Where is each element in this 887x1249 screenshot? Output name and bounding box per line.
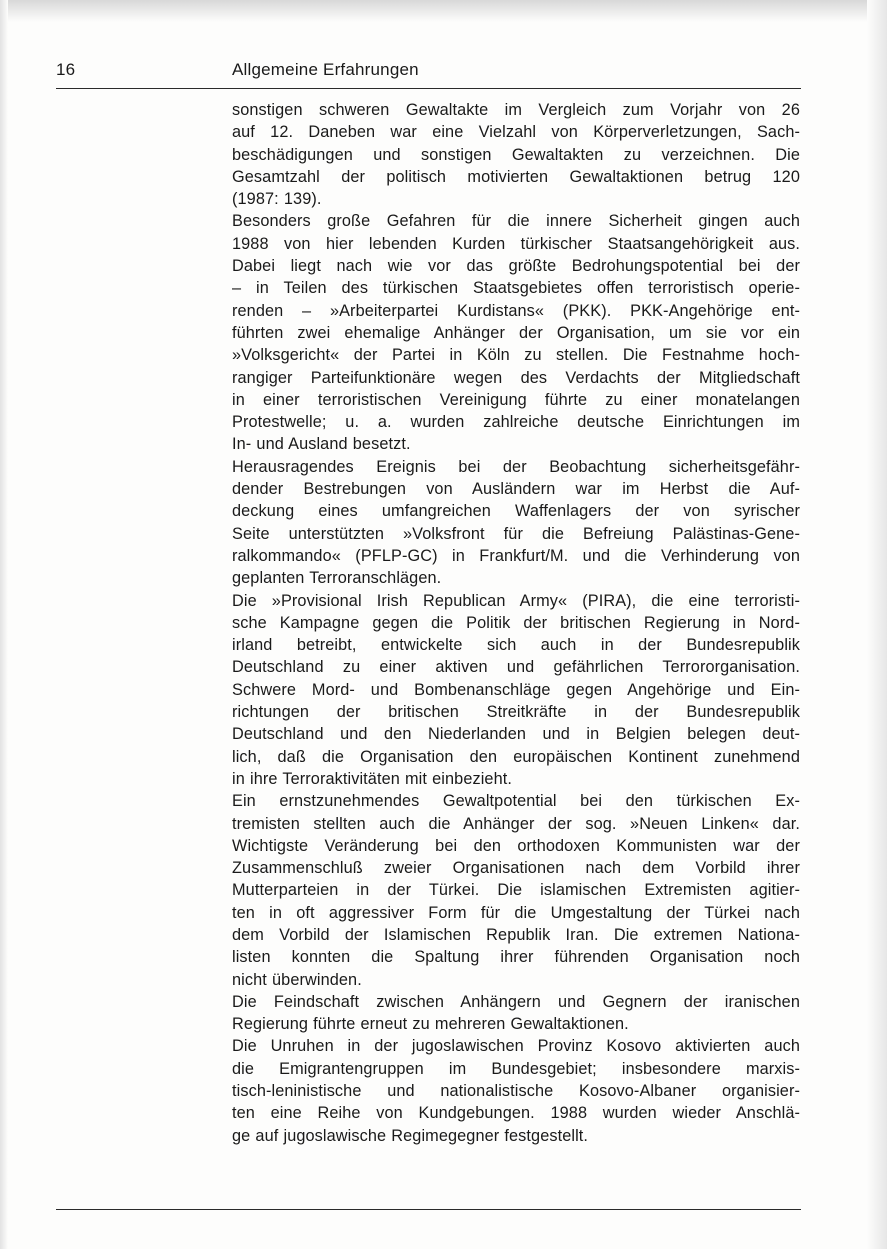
text-line: Ein ernstzunehmendes Gewaltpotential bei den türkischen Ex- [232, 792, 800, 811]
text-line: rangiger Parteifunktionäre wegen des Verdachts der Mitgliedschaft [232, 368, 800, 387]
text-line: geplanten Terroranschlägen. [232, 569, 442, 588]
scan-shadow-right [867, 0, 887, 1249]
text-line: in ihre Terroraktivitäten mit einbezieht. [232, 769, 512, 788]
text-line: listen konnten die Spaltung ihrer führenden Organisation noch [232, 948, 800, 967]
text-line: irland betreibt, entwickelte sich auch in der Bundesrepublik [232, 636, 800, 655]
text-line: tisch-leninistische und nationalistische Kosovo-Albaner organisier- [232, 1082, 800, 1101]
paragraph [232, 590, 800, 791]
text-line: Protestwelle; u. a. wurden zahlreiche deutsche Einrichtungen im [232, 413, 800, 432]
text-line: Herausragendes Ereignis bei der Beobachtung sicherheitsgefähr- [232, 457, 800, 476]
header-rule [56, 88, 801, 89]
text-line: Dabei liegt nach wie vor das größte Bedrohungspotential bei der [232, 257, 800, 276]
text-line: beschädigungen und sonstigen Gewaltakten zu verzeichnen. Die [232, 145, 800, 164]
paragraph [232, 210, 800, 455]
paragraph [232, 456, 800, 590]
paragraph [232, 790, 800, 991]
text-line: richtungen der britischen Streitkräfte in der Bundesrepublik [232, 703, 800, 722]
text-line: ten eine Reihe von Kundgebungen. 1988 wurden wieder Anschlä- [232, 1104, 800, 1123]
text-line: auf 12. Daneben war eine Vielzahl von Körperverletzungen, Sach- [232, 123, 800, 142]
text-line: Seite unterstützten »Volksfront für die Befreiung Palästinas-Gene- [232, 524, 800, 543]
body-text [232, 99, 800, 1147]
text-line: Regierung führte erneut zu mehreren Gewaltaktionen. [232, 1015, 629, 1034]
text-line: Schwere Mord- und Bombenanschläge gegen Angehörige und Ein- [232, 680, 800, 699]
text-line: tremisten stellten auch die Anhänger der sog. »Neuen Linken« dar. [232, 814, 800, 833]
text-line: 1988 von hier lebenden Kurden türkischer Staatsangehörigkeit aus. [232, 234, 800, 253]
scan-shadow-left [0, 0, 8, 1249]
page-number: 16 [56, 60, 76, 79]
text-line: sonstigen schweren Gewaltakte im Vergleich zum Vorjahr von 26 [232, 101, 800, 119]
text-line: – in Teilen des türkischen Staatsgebietes offen terroristisch operie- [232, 279, 800, 298]
text-line: deckung eines umfangreichen Waffenlagers der von syrischer [232, 502, 800, 521]
text-line: dem Vorbild der Islamischen Republik Iran. Die extremen Nationa- [232, 925, 800, 944]
text-line: Die »Provisional Irish Republican Army« (PIRA), die eine terroristi- [232, 591, 800, 610]
text-line: Die Unruhen in der jugoslawischen Provinz Kosovo aktivierten auch [232, 1037, 800, 1056]
text-line: ralkommando« (PFLP-GC) in Frankfurt/M. und die Verhinderung von [232, 546, 800, 565]
text-line: »Volksgericht« der Partei in Köln zu stellen. Die Festnahme hoch- [232, 346, 800, 365]
text-line: Besonders große Gefahren für die innere Sicherheit gingen auch [232, 212, 800, 231]
paragraph [232, 991, 800, 1036]
paragraph [232, 99, 800, 210]
text-line: lich, daß die Organisation den europäischen Kontinent zunehmend [232, 747, 800, 766]
text-line: führten zwei ehemalige Anhänger der Organisation, um sie vor ein [232, 323, 800, 342]
paragraph [232, 1035, 800, 1146]
text-line: ge auf jugoslawische Regimegegner festgestellt. [232, 1126, 589, 1145]
text-line: ten in oft aggressiver Form für die Umgestaltung der Türkei nach [232, 903, 800, 922]
text-line: (1987: 139). [232, 190, 322, 209]
text-line: renden – »Arbeiterpartei Kurdistans« (PKK). PKK-Angehörige ent- [232, 301, 800, 320]
text-line: In- und Ausland besetzt. [232, 435, 411, 454]
scan-shadow-top [0, 0, 887, 22]
text-line: Deutschland und den Niederlanden und in Belgien belegen deut- [232, 725, 800, 744]
text-line: Die Feindschaft zwischen Anhängern und Gegnern der iranischen [232, 992, 800, 1011]
running-title: Allgemeine Erfahrungen [232, 60, 419, 79]
text-line: in einer terroristischen Vereinigung führte zu einer monatelangen [232, 390, 800, 409]
footer-rule [56, 1209, 801, 1210]
text-line: Gesamtzahl der politisch motivierten Gewaltaktionen betrug 120 [232, 167, 800, 186]
text-line: Wichtigste Veränderung bei den orthodoxen Kommunisten war der [232, 836, 800, 855]
text-line: Mutterparteien in der Türkei. Die islamischen Extremisten agitier- [232, 881, 800, 900]
text-line: Deutschland zu einer aktiven und gefährlichen Terrororganisation. [232, 658, 800, 677]
text-line: Zusammenschluß zweier Organisationen nach dem Vorbild ihrer [232, 859, 800, 878]
text-line: sche Kampagne gegen die Politik der britischen Regierung in Nord- [232, 613, 800, 632]
text-line: die Emigrantengruppen im Bundesgebiet; insbesondere marxis- [232, 1059, 800, 1078]
text-line: dender Bestrebungen von Ausländern war im Herbst die Auf- [232, 480, 800, 499]
text-line: nicht überwinden. [232, 970, 362, 989]
